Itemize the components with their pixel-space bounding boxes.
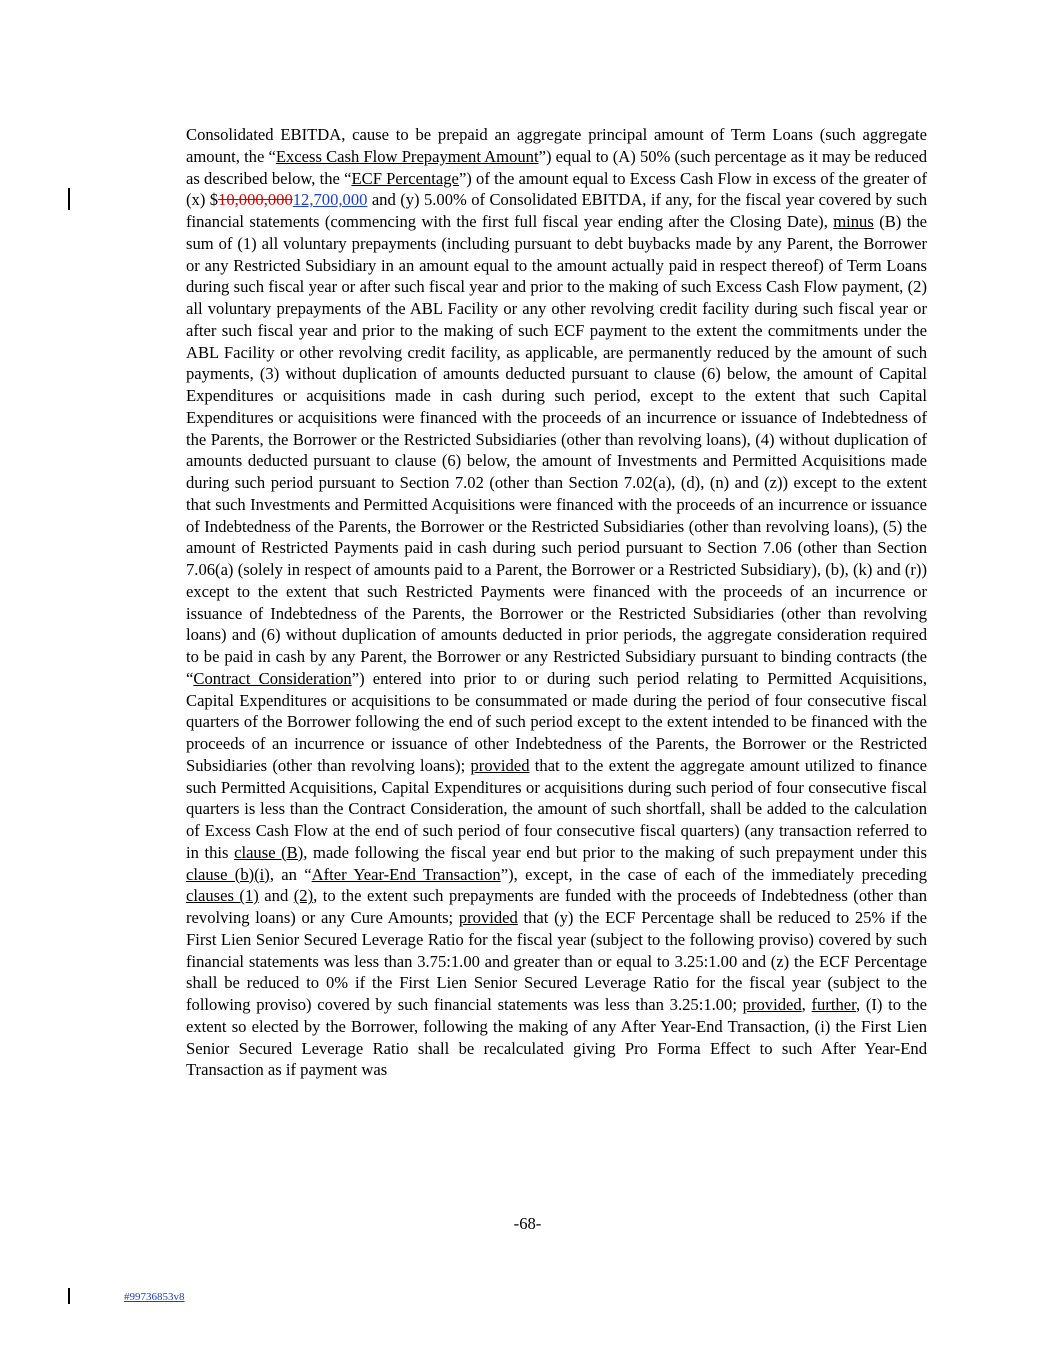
text-run: and <box>258 886 294 906</box>
text-run: , <box>801 995 812 1014</box>
underlined-provided: provided <box>470 755 530 775</box>
defined-term-contract-consideration: Contract Consideration <box>193 668 352 688</box>
underlined-provided: provided <box>458 908 518 927</box>
clause-reference-1: clauses (1) <box>186 886 259 906</box>
text-run: , (I) to the extent so elected by the Borrower, following the making of any After Year-End Transaction, (i) the First Lien Senior Secured Leverage Ratio shall be recalculated giving Pro Forma Effect to such After Year-End Transaction as if payment was <box>186 995 927 1080</box>
page-number: -68- <box>513 1214 542 1233</box>
defined-term-ecf-percentage: ECF Percentage <box>351 168 459 188</box>
text-run: , an “ <box>269 864 312 884</box>
clause-reference-b: clause (B) <box>234 842 304 862</box>
text-run: that (y) the ECF Percentage shall be reduced to 25% if the First Lien Senior Secured Leverage Ratio for the fiscal year (subject to the following proviso) covered by such financial statements was less than 3.75:1.00 and greater than or equal to 3.25:1.00 and (z) the ECF Percentage shall be reduced to 0% if the First Lien Senior Secured Leverage Ratio for the fiscal year (subject to the following proviso) covered by such financial statements was less than 3.25:1.00; <box>186 908 928 1014</box>
text-run: (B) the sum of (1) all voluntary prepayments (including pursuant to debt buybacks made by any Parent, the Borrower or any Restricted Subsidiary in an amount equal to the amount actually paid in respect thereof) of Term Loans during such fiscal year or after such fiscal year and prior to the making of such Excess Cash Flow payment, (2) all voluntary prepayments of the ABL Facility or any other revolving credit facility during such fiscal year or after such fiscal year and prior to the making of such ECF payment to the extent the commitments under the ABL Facility or other revolving credit facility, as applicable, are permanently reduced by the amount of such payments, (3) without duplication of amounts deducted pursuant to clause (6) below, the amount of Capital Expenditures or acquisitions made in cash during such period, except to the extent that such Capital Expenditures or acquisitions were financed with the proceeds of an incurrence or issuance of Indebtedness of the Parents, the Borrower or the Restricted Subsidiaries (other than revolving loans), (4) without duplication of amounts deducted pursuant to clause (6) below, the amount of Investments and Permitted Acquisitions made during such period pursuant to Section 7.02 (other than Section 7.02(a), (d), (n) and (z)) except to the extent that such Investments and Permitted Acquisitions were financed with the proceeds of an incurrence or issuance of Indebtedness of the Parents, the Borrower or the Restricted Subsidiaries (other than revolving loans), (5) the amount of Restricted Payments paid in cash during such period pursuant to Section 7.06 (other than Section 7.06(a) (solely in respect of amounts paid to a Parent, the Borrower or a Restricted Subsidiary), (b), (k) and (r)) except to the extent that such Restricted Payments were financed with the proceeds of an incurrence or issuance of Indebtedness of the Parents, the Borrower or the Restricted Subsidiaries (other than revolving loans) and (6) without duplication of amounts deducted in prior periods, the aggregate consideration required to be paid in cash by any Parent, the Borrower or any Restricted Subsidiary pursuant to binding contracts (the “ <box>186 212 927 688</box>
underlined-provided: provided <box>742 995 802 1014</box>
text-run: that to the extent the aggregate amount utilized to finance such Permitted Acquisitions, Capital Expenditures or acquisitions during such period of four consecutive fiscal quarters is less than the Contract Consideration, the amount of such shortfall, shall be added to the calculation of Excess Cash Flow at the end of such period of four consecutive fiscal quarters) (any transaction referred to in this <box>186 755 927 862</box>
change-bar-top <box>68 188 70 210</box>
clause-reference-2: (2) <box>293 886 314 906</box>
text-run: ”) equal to (A) 50% (such percentage as it may be reduced as described below, the “ <box>186 146 927 188</box>
text-run: Consolidated EBITDA, cause to be prepaid an aggregate principal amount of Term Loans (such aggregate amount, the “ <box>186 125 927 166</box>
change-bar-footer <box>68 1288 70 1304</box>
underlined-further: further <box>811 995 856 1014</box>
defined-term-excess-cash-flow-prepayment-amount: Excess Cash Flow Prepayment Amount <box>275 146 539 166</box>
text-run: , made following the fiscal year end but prior to the making of such prepayment under this <box>303 842 927 862</box>
text-run: and (y) 5.00% of Consolidated EBITDA, if any, for the fiscal year covered by such financial statements (commencing with the first full fiscal year ending after the Closing Date), <box>186 190 927 231</box>
underlined-minus: minus <box>833 212 874 231</box>
clause-reference-b-i: clause (b)(i) <box>186 864 270 884</box>
text-run: ”) entered into prior to or during such period relating to Permitted Acquisitions, Capital Expenditures or acquisitions to be consummated or made during the period of four consecutive fiscal quarters of the Borrower following the end of such period except to the extent intended to be financed with the proceeds of an incurrence or issuance of other Indebtedness of the Parents, the Borrower or the Restricted Subsidiaries (other than revolving loans); <box>186 668 927 775</box>
text-run: ”) of the amount equal to Excess Cash Flow in excess of the greater of (x) $ <box>186 168 927 210</box>
body-text <box>186 124 927 1081</box>
deleted-amount: 10,000,000 <box>218 190 293 210</box>
inserted-amount: 12,700,000 <box>292 190 368 210</box>
text-run: , to the extent such prepayments are funded with the proceeds of Indebtedness (other than revolving loans) or any Cure Amounts; <box>186 886 928 927</box>
document-id: #99736853v8 <box>124 1291 185 1303</box>
defined-term-after-year-end-transaction: After Year-End Transaction <box>311 864 501 884</box>
text-run: ”), except, in the case of each of the immediately preceding <box>500 864 927 884</box>
